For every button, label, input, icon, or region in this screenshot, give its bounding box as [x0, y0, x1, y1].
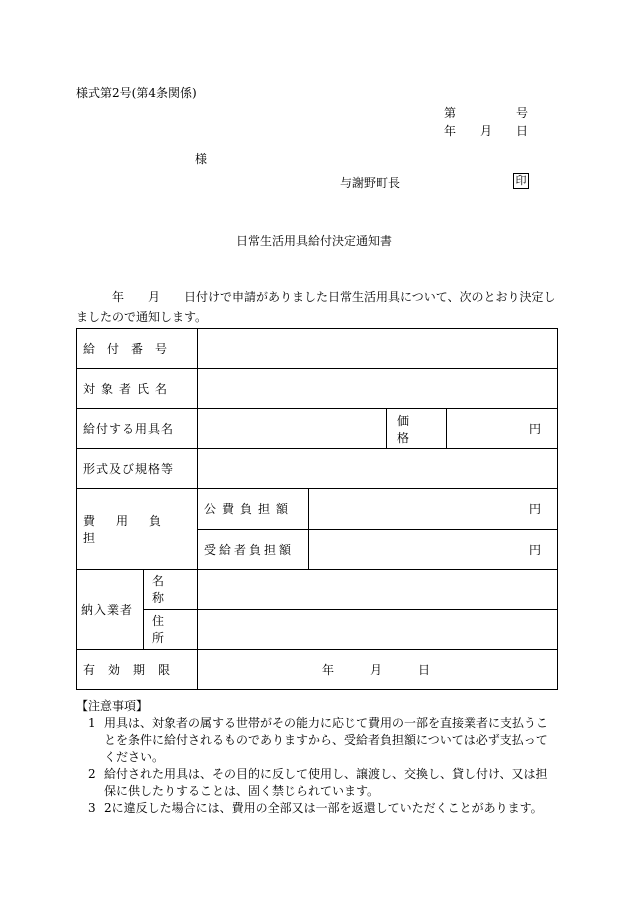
notes-heading: 【注意事項】 — [76, 699, 149, 713]
field-vendor-address[interactable] — [198, 609, 558, 649]
intro-month: 月 — [148, 290, 161, 304]
field-grant-number[interactable] — [198, 329, 558, 369]
document-title: 日常生活用具給付決定通知書 — [236, 234, 393, 248]
row-vendor-address — [77, 609, 558, 649]
field-item-name[interactable] — [198, 409, 387, 449]
label-vendor-name: 名称 — [144, 569, 198, 609]
label-grant-number: 給付番号 — [77, 329, 198, 369]
note-item-3 — [76, 800, 556, 817]
label-recipient-burden: 受給者負担額 — [198, 529, 309, 569]
intro-line-2: ましたので通知します。 — [76, 310, 208, 324]
field-public-burden[interactable] — [309, 489, 558, 529]
yen-unit: 円 — [529, 542, 542, 557]
note-text: 給付された用具は、その目的に反して使用し、譲渡し、交換し、貸し付け、又は担保に供したりすることは、固く禁じられています。 — [104, 767, 548, 798]
date-month: 月 — [480, 124, 493, 138]
label-recipient-name: 対象者氏名 — [77, 369, 198, 409]
field-price[interactable] — [447, 409, 558, 449]
row-public-burden — [77, 489, 558, 529]
issuer-name: 与謝野町長 — [340, 176, 401, 190]
label-vendor-address: 住所 — [144, 609, 198, 649]
notes-section — [76, 698, 556, 817]
validity-month: 月 — [370, 662, 383, 677]
form-number: 様式第2号(第4条関係) — [76, 86, 197, 100]
label-spec: 形式及び規格等 — [77, 449, 198, 489]
validity-day: 日 — [418, 662, 431, 677]
note-number: 2 — [88, 767, 96, 781]
yen-unit: 円 — [529, 422, 542, 437]
label-validity: 有効期限 — [77, 649, 198, 689]
row-spec — [77, 449, 558, 489]
row-vendor-name — [77, 569, 558, 609]
row-grant-number — [77, 329, 558, 369]
label-vendor: 納入業者 — [77, 569, 144, 649]
field-vendor-name[interactable] — [198, 569, 558, 609]
row-validity — [77, 649, 558, 689]
addressee-honorific: 様 — [195, 152, 208, 166]
number-prefix: 第 — [444, 106, 457, 120]
note-number: 1 — [88, 716, 96, 730]
note-item-1 — [76, 715, 556, 766]
row-recipient-name — [77, 369, 558, 409]
label-public-burden: 公費負担額 — [198, 489, 309, 529]
note-number: 3 — [88, 801, 96, 815]
field-spec[interactable] — [198, 449, 558, 489]
field-recipient-name[interactable] — [198, 369, 558, 409]
date-year: 年 — [444, 124, 457, 138]
note-text: 2に違反した場合には、費用の全部又は一部を返還していただくことがあります。 — [104, 801, 543, 815]
intro-year: 年 — [112, 290, 125, 304]
note-item-2 — [76, 766, 556, 800]
date-day: 日 — [516, 124, 529, 138]
label-item-name: 給付する用具名 — [77, 409, 198, 449]
label-price: 価格 — [387, 409, 447, 449]
row-item — [77, 409, 558, 449]
intro-paragraph — [76, 287, 556, 327]
decision-table — [76, 328, 558, 690]
intro-line-1 — [76, 287, 556, 307]
validity-year: 年 — [322, 662, 335, 677]
seal-mark — [513, 173, 529, 189]
yen-unit: 円 — [529, 502, 542, 517]
seal-text: 印 — [513, 173, 529, 189]
intro-text-1: 日付けで申請がありました日常生活用具について、次のとおり決定し — [184, 290, 556, 304]
field-validity[interactable] — [198, 649, 558, 689]
number-suffix: 号 — [516, 106, 529, 120]
field-recipient-burden[interactable] — [309, 529, 558, 569]
note-text: 用具は、対象者の属する世帯がその能力に応じて費用の一部を直接業者に支払うことを条件に給付されるものでありますから、受給者負担額については必ず支払ってください。 — [104, 716, 549, 764]
label-cost-burden: 費用負担 — [77, 489, 198, 569]
